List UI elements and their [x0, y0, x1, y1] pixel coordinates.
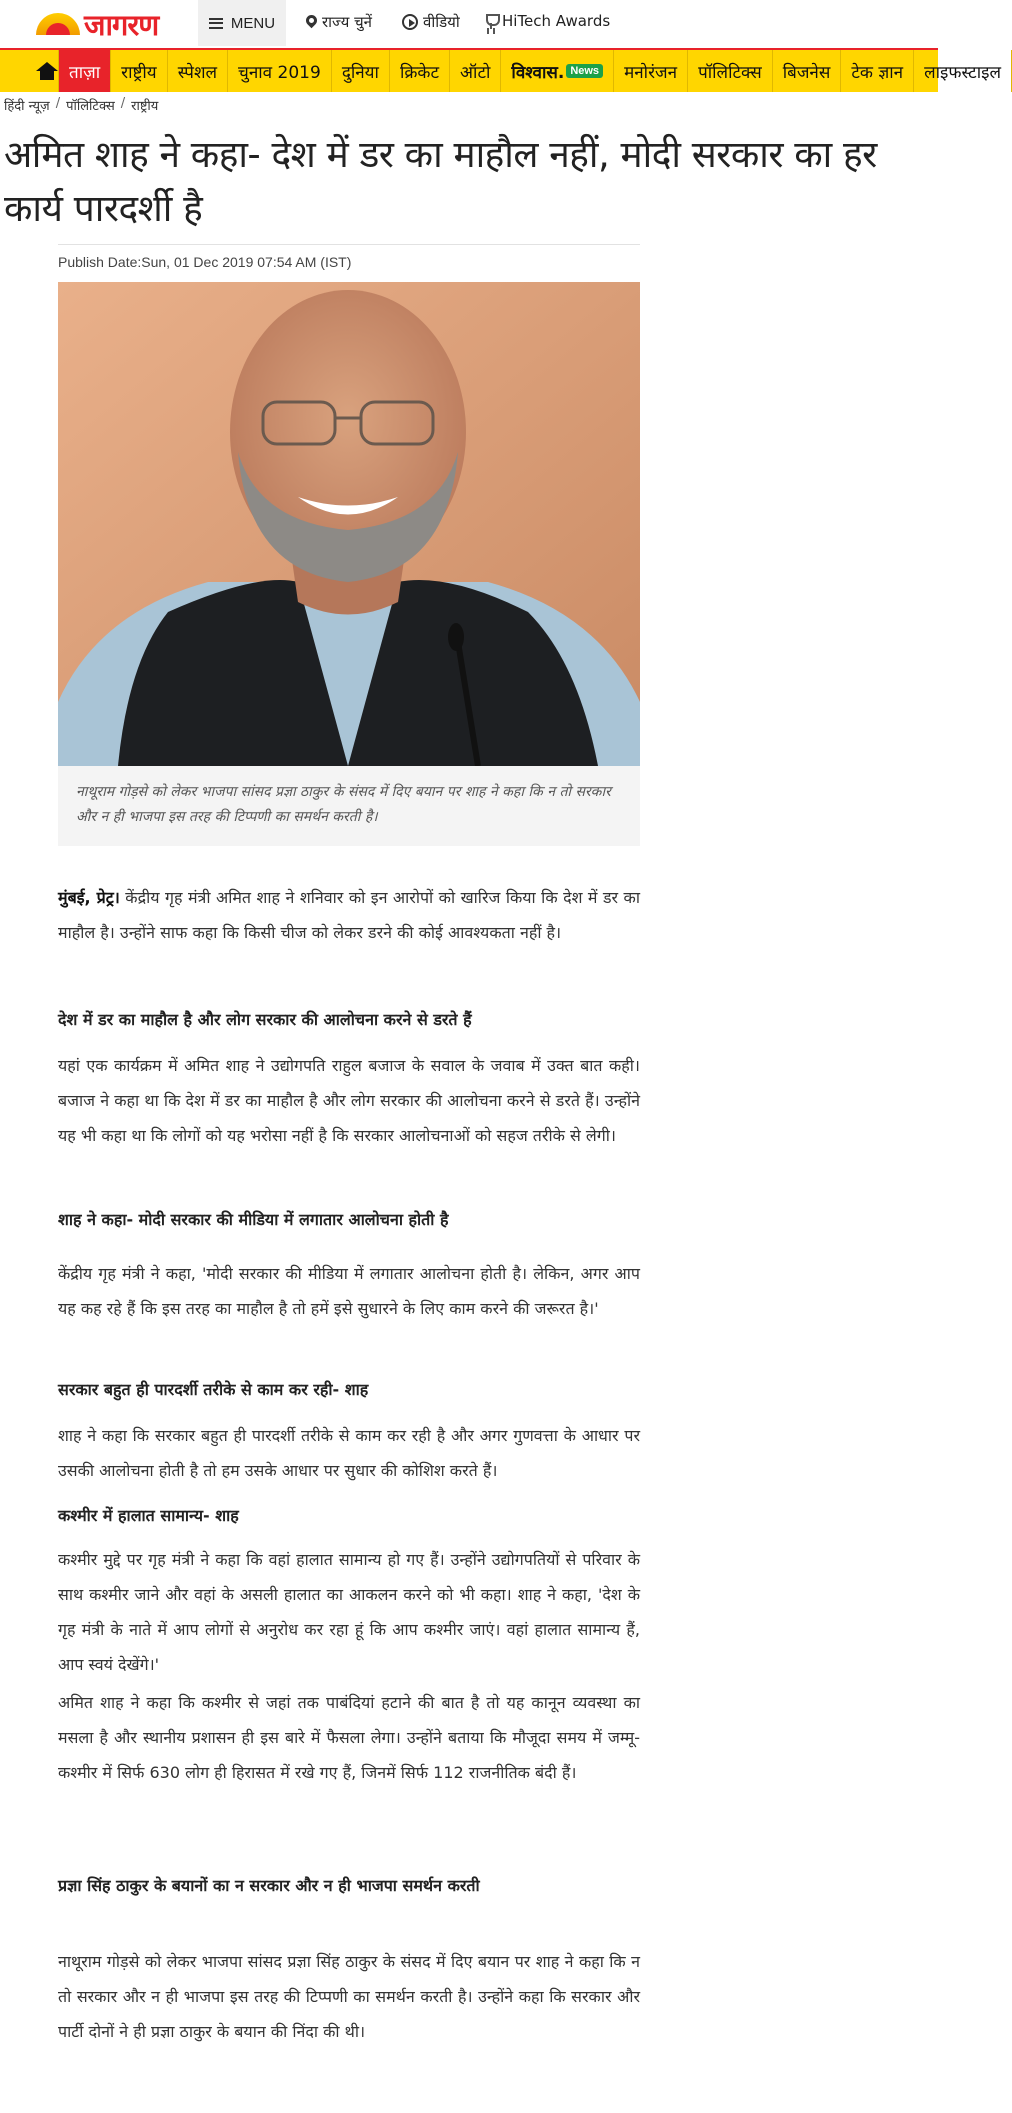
- select-state-label: राज्य चुनें: [322, 13, 372, 31]
- nav-item-cricket[interactable]: क्रिकेट: [390, 50, 450, 92]
- nav-item-politics[interactable]: पॉलिटिक्स: [688, 50, 773, 92]
- portrait-illustration: [58, 282, 640, 766]
- hitech-awards-label: HiTech Awards: [502, 12, 611, 30]
- video-link[interactable]: [402, 12, 460, 32]
- paragraph-5: कश्मीर मुद्दे पर गृह मंत्री ने कहा कि वहां हालात सामान्य हो गए हैं। उन्होंने उद्योगपतियों से परिवार के साथ कश्मीर जाने और वहां के असली हालात का आकलन करने को भी कहा। शाह ने कहा, 'देश के गृह मंत्री के नाते में आप लोगों से अनुरोध कर रहा हूं कि आप कश्मीर जाएं। वहां हालात सामान्य हैं, आप स्वयं देखेंगे।': [58, 1550, 640, 1674]
- breadcrumb-separator: /: [120, 96, 126, 111]
- subheading-1: देश में डर का माहौल है और लोग सरकार की आलोचना करने से डरते हैं: [58, 1010, 472, 1029]
- nav-home[interactable]: [36, 50, 59, 92]
- paragraph-7: नाथूराम गोड़से को लेकर भाजपा सांसद प्रज्ञा सिंह ठाकुर के संसद में दिए बयान पर शाह ने कहा कि न तो सरकार और न ही भाजपा इस तरह की टिप्पणी का समर्थन करती है। उन्होंने कहा कि सरकार और पार्टी दोनों ने ही प्रज्ञा ठाकुर के बयान की निंदा की थी।: [58, 1952, 640, 2041]
- image-caption: नाथूराम गोड़से को लेकर भाजपा सांसद प्रज्ञा ठाकुर के संसद में दिए बयान पर शाह ने कहा कि न तो सरकार और न ही भाजपा इस तरह की टिप्पणी का समर्थन करती है।: [58, 766, 640, 846]
- dateline: मुंबई, प्रेट्र।: [58, 888, 120, 907]
- select-state-link[interactable]: [306, 12, 372, 32]
- location-pin-icon: [306, 15, 317, 29]
- video-label: वीडियो: [423, 13, 460, 31]
- nav-item-national[interactable]: राष्ट्रीय: [111, 50, 168, 92]
- nav-item-special[interactable]: स्पेशल: [168, 50, 228, 92]
- nav-item-vishwas[interactable]: [501, 50, 614, 92]
- breadcrumb-item-hindi-news[interactable]: हिंदी न्यूज़: [4, 99, 50, 114]
- news-badge: News: [566, 64, 603, 78]
- paragraph-4: शाह ने कहा कि सरकार बहुत ही पारदर्शी तरीके से काम कर रही है और अगर गुणवत्ता के आधार पर उसकी आलोचना होती है तो हम उसके आधार पर सुधार की कोशिश करते हैं।: [58, 1426, 640, 1480]
- nav-item-lifestyle[interactable]: लाइफस्टाइल: [914, 50, 1012, 92]
- nav-item-world[interactable]: दुनिया: [332, 50, 390, 92]
- subheading-3: सरकार बहुत ही पारदर्शी तरीके से काम कर रही- शाह: [58, 1380, 369, 1399]
- jagran-logo[interactable]: [36, 6, 158, 42]
- hamburger-icon: [209, 18, 223, 29]
- home-icon: [36, 62, 58, 80]
- logo-text: जागरण: [84, 7, 159, 42]
- article-title: अमित शाह ने कहा- देश में डर का माहौल नहीं, मोदी सरकार का हर कार्य पारदर्शी है: [4, 133, 877, 230]
- nav-item-business[interactable]: बिजनेस: [773, 50, 842, 92]
- subheading-4: कश्मीर में हालात सामान्य- शाह: [58, 1506, 239, 1525]
- nav-item-entertainment[interactable]: मनोरंजन: [614, 50, 688, 92]
- play-icon: [402, 14, 418, 30]
- nav-item-auto[interactable]: ऑटो: [450, 50, 501, 92]
- menu-button[interactable]: [198, 0, 286, 46]
- paragraph-3: केंद्रीय गृह मंत्री ने कहा, 'मोदी सरकार की मीडिया में लगातार आलोचना होती है। लेकिन, अगर आप यह कह रहे हैं कि इस तरह का माहौल है तो हमें इसे सुधारने के लिए काम करने की जरूरत है।': [58, 1264, 640, 1318]
- paragraph-6: अमित शाह ने कहा कि कश्मीर से जहां तक पाबंदियां हटाने की बात है तो यह कानून व्यवस्था का मसला है और स्थानीय प्रशासन ही इस बारे में फैसला लेगा। उन्होंने बताया कि मौजूदा समय में जम्मू-कश्मीर में सिर्फ 630 लोग ही हिरासत में रखे गए हैं, जिनमें सिर्फ 112 राजनीतिक बंदी हैं।: [58, 1693, 640, 1782]
- nav-item-taza[interactable]: ताज़ा: [59, 50, 111, 92]
- trophy-icon: [485, 14, 497, 29]
- main-nav: [0, 48, 1001, 92]
- breadcrumb-separator: /: [55, 96, 61, 111]
- nav-item-election[interactable]: चुनाव 2019: [228, 50, 332, 92]
- logo-sun-icon: [36, 13, 80, 35]
- subheading-5: प्रज्ञा सिंह ठाकुर के बयानों का न सरकार और न ही भाजपा समर्थन करती: [58, 1876, 480, 1895]
- publish-date: Publish Date:Sun, 01 Dec 2019 07:54 AM (IST): [58, 254, 352, 270]
- top-header: [0, 0, 938, 48]
- menu-label: MENU: [230, 14, 276, 32]
- breadcrumb: [4, 96, 158, 114]
- breadcrumb-item-politics[interactable]: पॉलिटिक्स: [66, 99, 115, 114]
- vishwas-label: विश्वास.: [511, 62, 565, 83]
- title-divider: [58, 244, 640, 245]
- paragraph-1: [58, 880, 640, 950]
- hitech-awards-link[interactable]: [485, 12, 610, 30]
- paragraph-1-text: केंद्रीय गृह मंत्री अमित शाह ने शनिवार को इन आरोपों को खारिज किया कि देश में डर का माहौल है। उन्होंने साफ कहा कि किसी चीज को लेकर डरने की कोई आवश्यकता नहीं है।: [58, 888, 640, 942]
- breadcrumb-item-national[interactable]: राष्ट्रीय: [131, 99, 159, 114]
- article-image: [58, 282, 640, 766]
- paragraph-2: यहां एक कार्यक्रम में अमित शाह ने उद्योगपति राहुल बजाज के सवाल के जवाब में उक्त बात कही। बजाज ने कहा था कि देश में डर का माहौल है और लोग सरकार की आलोचना करने से डरते हैं। उन्होंने यह भी कहा था कि लोगों को यह भरोसा नहीं है कि सरकार आलोचनाओं को सहज तरीके से लेगी।: [58, 1056, 640, 1145]
- nav-item-tech[interactable]: टेक ज्ञान: [841, 50, 914, 92]
- subheading-2: शाह ने कहा- मोदी सरकार की मीडिया में लगातार आलोचना होती है: [58, 1210, 449, 1229]
